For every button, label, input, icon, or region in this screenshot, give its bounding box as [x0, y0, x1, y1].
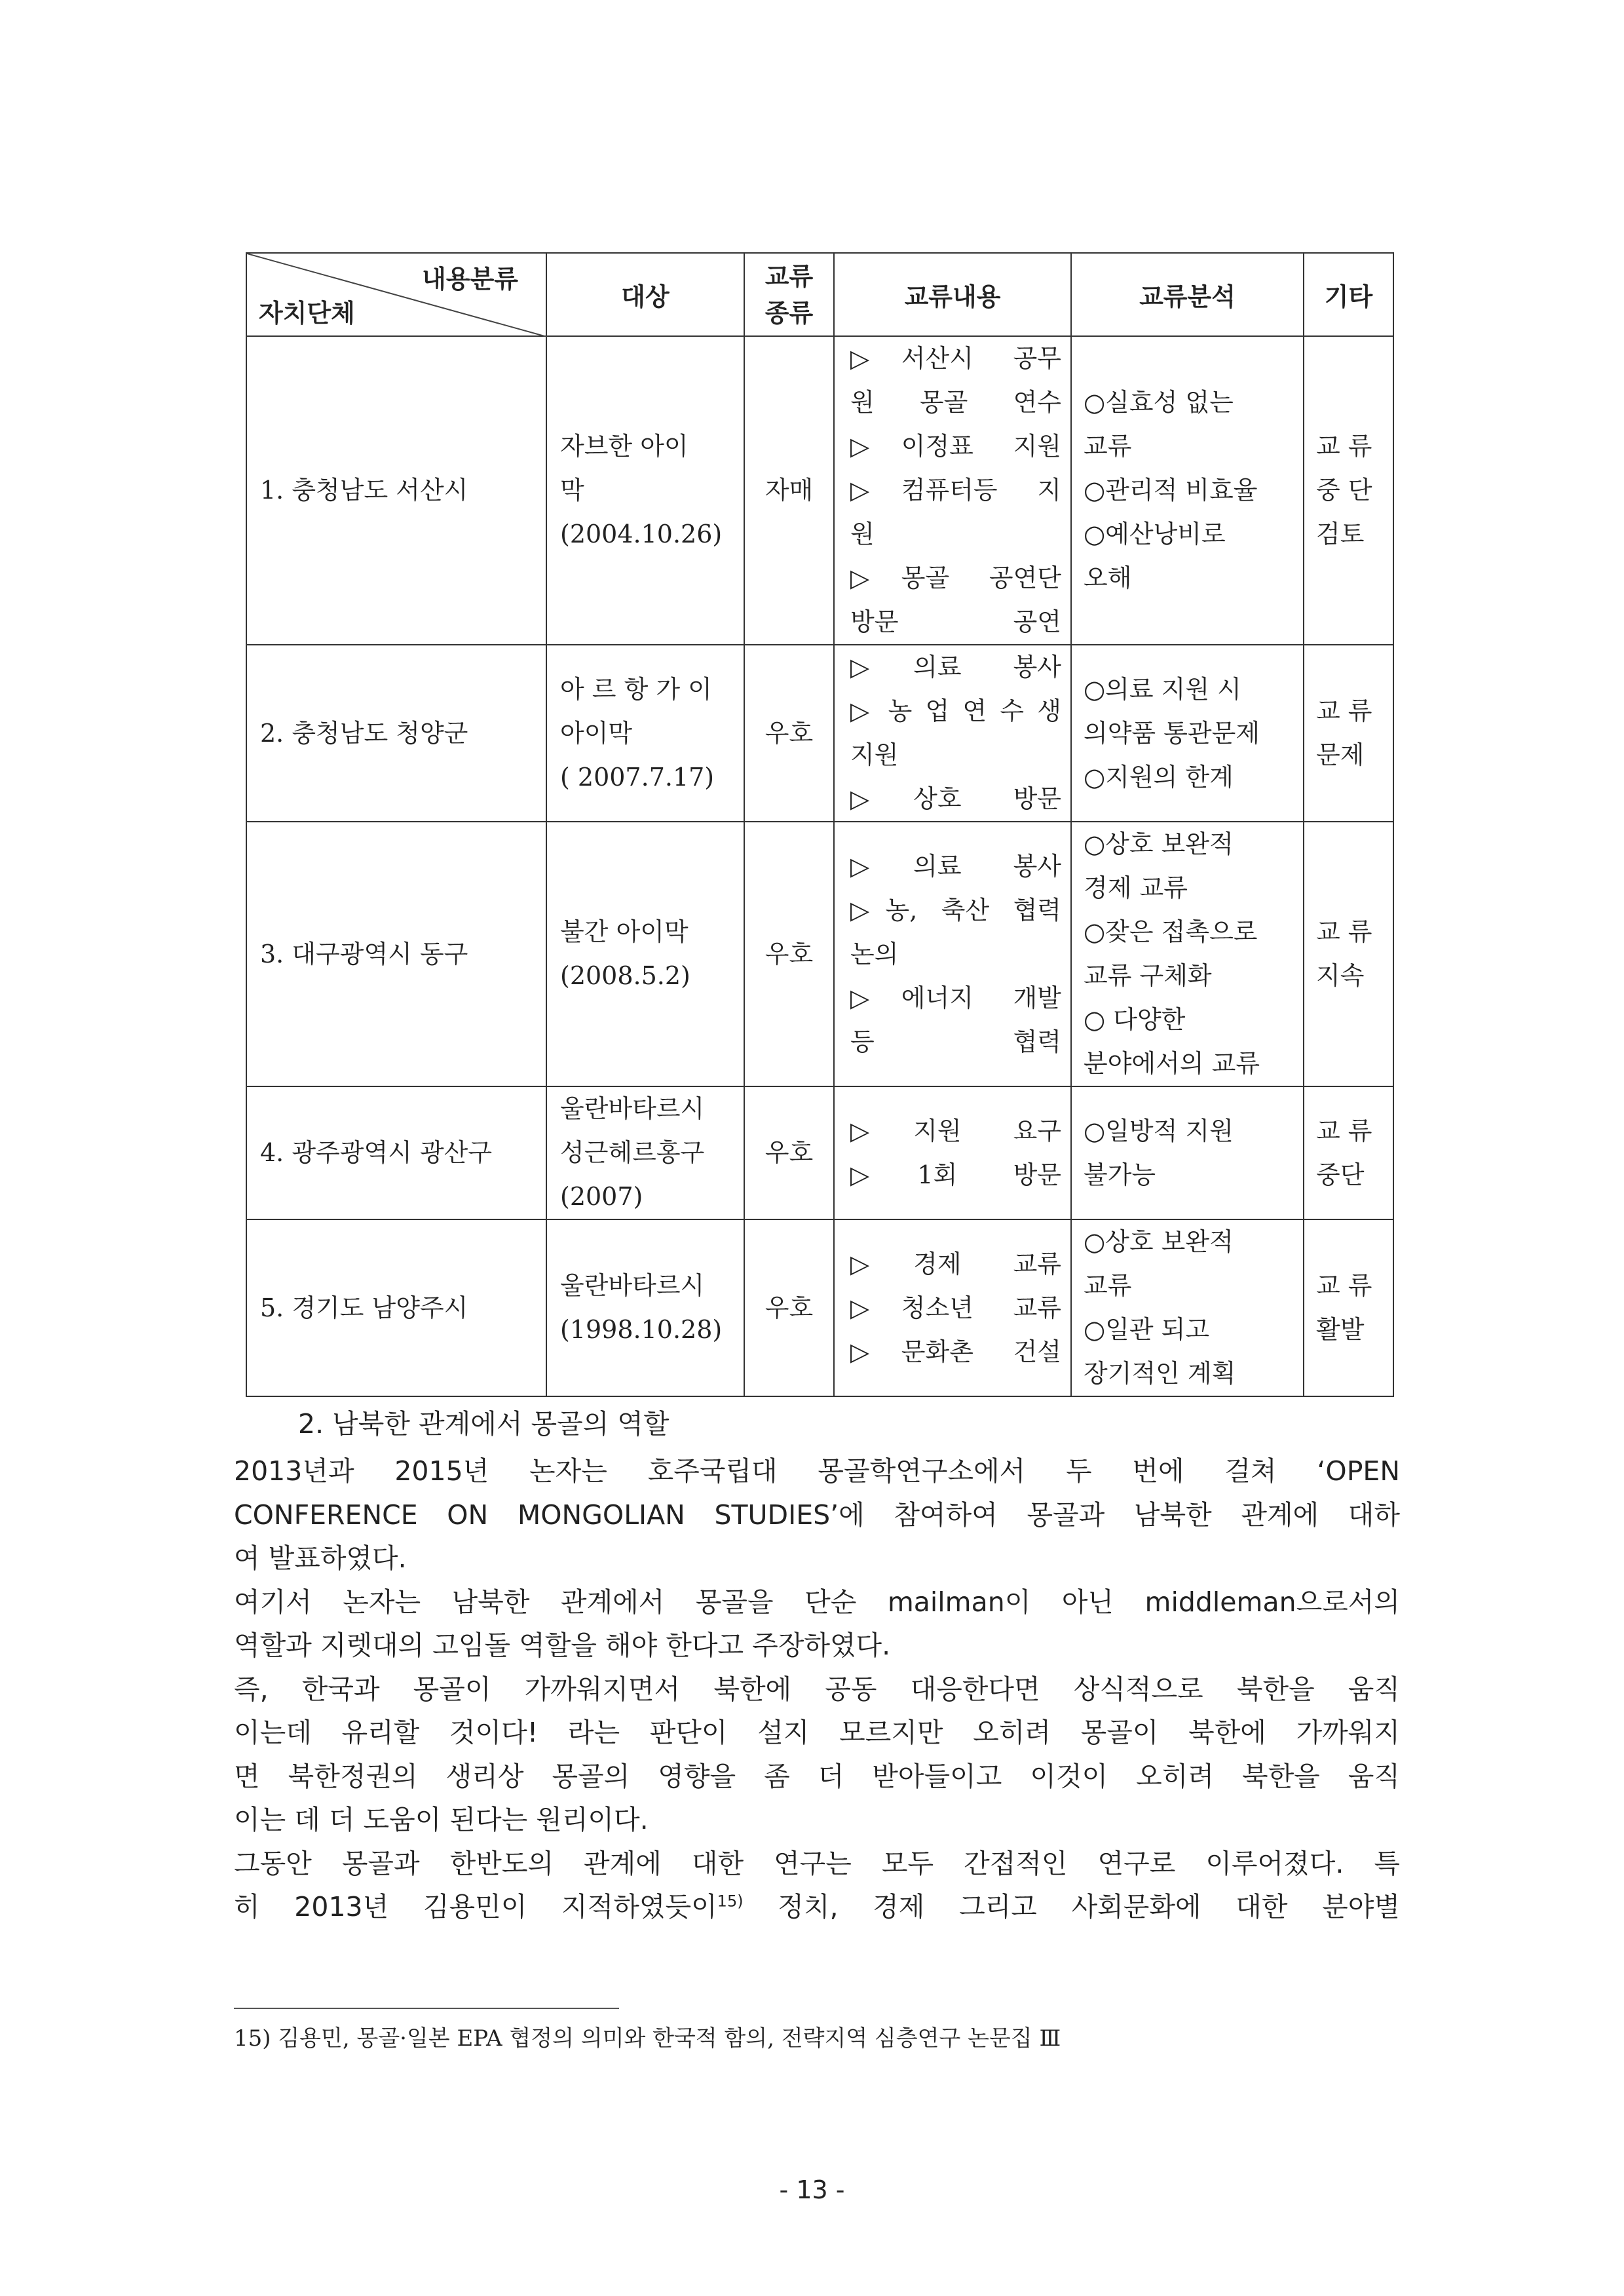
header-target: 대상	[621, 282, 670, 311]
cell-type	[744, 1086, 834, 1219]
target-line: 불간 아이막	[560, 917, 689, 946]
header-etc: 기타	[1324, 282, 1373, 311]
header-type-line: 교류	[765, 261, 814, 291]
content-line: ▷몽골 공연단	[850, 564, 1061, 592]
cell-analysis	[1071, 1219, 1304, 1396]
target-line: 울란바타르시	[560, 1094, 705, 1123]
cell-content	[834, 822, 1071, 1086]
body-line: 여기서 논자는 남북한 관계에서 몽골을 단순 mailman이 아닌 middleman으로서의	[234, 1586, 1400, 1618]
table-row	[246, 822, 1393, 1086]
table-row	[246, 645, 1393, 822]
body-line: 그동안 몽골과 한반도의 관계에 대한 연구는 모두 간접적인 연구로 이루어졌다. 특	[234, 1847, 1400, 1879]
table-row	[246, 336, 1393, 645]
body-line: 2013년과 2015년 논자는 호주국립대 몽골학연구소에서 두 번에 걸쳐 ‘OPEN	[234, 1455, 1400, 1487]
content-line: 등 협력	[850, 1027, 1061, 1056]
etc-line: 활발	[1316, 1315, 1365, 1344]
header-diagonal-cell	[246, 253, 546, 336]
analysis-line: 분야에서의 교류	[1084, 1049, 1260, 1078]
analysis-line: ○의료 지원 시	[1084, 674, 1241, 704]
analysis-line: 교류 구체화	[1084, 961, 1212, 990]
cell-region	[246, 1086, 546, 1219]
header-content-category: 내용분류	[422, 265, 518, 294]
cell-type	[744, 336, 834, 645]
footnote: 15) 김용민, 몽골·일본 EPA 협정의 의미와 한국적 함의, 전략지역 심층연구 논문집 Ⅲ	[234, 2025, 1061, 2052]
target-line: (2008.5.2)	[560, 961, 690, 990]
cell-etc	[1304, 336, 1393, 645]
cell-analysis	[1071, 1086, 1304, 1219]
content-line: ▷ 농 업 연 수 생	[850, 697, 1061, 725]
content-line: ▷문화촌 건설	[850, 1337, 1061, 1366]
analysis-line: 장기적인 계획	[1084, 1359, 1236, 1388]
analysis-line: 교류	[1084, 432, 1132, 461]
cell-target	[546, 1219, 744, 1396]
target-line: (2004.10.26)	[560, 520, 723, 548]
cell-content	[834, 1086, 1071, 1219]
region-line: 1. 충청남도 서산시	[260, 476, 468, 505]
header-local-government: 자치단체	[259, 299, 355, 328]
cell-content	[834, 645, 1071, 822]
cell-region	[246, 1219, 546, 1396]
cell-analysis	[1071, 336, 1304, 645]
target-line: ( 2007.7.17)	[560, 762, 715, 792]
content-line: ▷에너지 개발	[850, 983, 1061, 1012]
cell-content	[834, 336, 1071, 645]
content-line: ▷의료 봉사	[850, 653, 1061, 681]
body-line: 이는 데 더 도움이 된다는 원리이다.	[234, 1804, 649, 1835]
target-line: (1998.10.28)	[560, 1315, 723, 1344]
etc-line: 교 류	[1316, 917, 1372, 946]
analysis-line: ○일관 되고	[1084, 1315, 1210, 1344]
analysis-line: ○상호 보완적	[1084, 1227, 1234, 1256]
analysis-line: 경제 교류	[1084, 873, 1188, 902]
analysis-line: 의약품 통관문제	[1084, 718, 1260, 748]
analysis-line: ○지원의 한계	[1084, 762, 1234, 792]
cell-target	[546, 822, 744, 1086]
analysis-line: ○예산낭비로	[1084, 520, 1226, 548]
analysis-line: ○실효성 없는	[1084, 388, 1234, 417]
header-analysis: 교류분석	[1139, 282, 1236, 311]
analysis-line: ○관리적 비효율	[1084, 476, 1258, 505]
content-line: 방문 공연	[850, 607, 1061, 636]
exchange-table	[246, 252, 1394, 1397]
target-line: 막	[560, 476, 584, 505]
cell-content	[834, 1219, 1071, 1396]
type-line: 우호	[765, 718, 814, 748]
analysis-line: 오해	[1084, 564, 1132, 592]
region-line: 3. 대구광역시 동구	[260, 939, 468, 968]
content-line: 원 몽골 연수	[850, 388, 1061, 417]
target-line: 자브한 아이	[560, 432, 689, 461]
type-line: 우호	[765, 939, 814, 968]
etc-line: 교 류	[1316, 697, 1372, 725]
body-line-part: 정치, 경제 그리고 사회문화에 대한 분야별	[743, 1891, 1401, 1923]
content-line: ▷컴퓨터등 지	[850, 476, 1061, 505]
cell-type	[744, 822, 834, 1086]
etc-line: 교 류	[1316, 1116, 1372, 1145]
analysis-line: ○잦은 접촉으로	[1084, 917, 1258, 946]
body-line: 역할과 지렛대의 고임돌 역할을 해야 한다고 주장하였다.	[234, 1630, 891, 1661]
cell-target	[546, 336, 744, 645]
body-line: 이는데 유리할 것이다! 라는 판단이 설지 모르지만 오히려 몽골이 북한에 가까워지	[234, 1717, 1400, 1748]
cell-type	[744, 1219, 834, 1396]
content-line: ▷상호 방문	[850, 784, 1061, 813]
table-header-row	[246, 253, 1393, 336]
cell-etc	[1304, 1219, 1393, 1396]
etc-line: 지속	[1316, 961, 1365, 990]
content-line: 원	[850, 520, 875, 548]
etc-line: 문제	[1316, 740, 1365, 769]
etc-line: 교 류	[1316, 432, 1372, 461]
content-line: ▷지원 요구	[850, 1116, 1061, 1145]
body-line-part: 히 2013년 김용민이 지적하였듯이	[234, 1891, 717, 1923]
target-line: 울란바타르시	[560, 1271, 705, 1300]
region-line: 4. 광주광역시 광산구	[260, 1138, 493, 1167]
analysis-line: ○일방적 지원	[1084, 1116, 1234, 1145]
content-line: ▷서산시 공무	[850, 344, 1061, 373]
body-line: 여 발표하였다.	[234, 1542, 407, 1574]
body-line	[234, 1885, 1400, 1929]
content-line: ▷청소년 교류	[850, 1293, 1061, 1322]
content-line: ▷이정표 지원	[850, 432, 1061, 461]
region-line: 5. 경기도 남양주시	[260, 1293, 468, 1322]
content-line: ▷의료 봉사	[850, 851, 1061, 881]
cell-etc	[1304, 645, 1393, 822]
content-line: 지원	[850, 740, 899, 769]
target-line: 아이막	[560, 718, 633, 748]
content-line: ▷경제 교류	[850, 1249, 1061, 1278]
header-type-line: 종류	[765, 298, 814, 328]
cell-analysis	[1071, 645, 1304, 822]
analysis-line: 교류	[1084, 1271, 1132, 1300]
analysis-line: ○ 다양한	[1084, 1005, 1186, 1034]
cell-region	[246, 645, 546, 822]
footnote-rule	[234, 2008, 619, 2009]
type-line: 우호	[765, 1138, 814, 1167]
table-row	[246, 1086, 1393, 1219]
page-number: - 13 -	[779, 2175, 845, 2204]
etc-line: 검토	[1316, 520, 1365, 548]
cell-analysis	[1071, 822, 1304, 1086]
cell-etc	[1304, 1086, 1393, 1219]
table-row	[246, 1219, 1393, 1396]
body-line: 즉, 한국과 몽골이 가까워지면서 북한에 공동 대응한다면 상식적으로 북한을 움직	[234, 1673, 1400, 1705]
cell-etc	[1304, 822, 1393, 1086]
body-text	[234, 1449, 1400, 1929]
cell-region	[246, 822, 546, 1086]
etc-line: 중단	[1316, 1160, 1365, 1189]
target-line: 성근헤르홍구	[560, 1138, 705, 1167]
target-line: 아 르 항 가 이	[560, 674, 712, 704]
region-line: 2. 충청남도 청양군	[260, 718, 468, 748]
cell-target	[546, 645, 744, 822]
type-line: 자매	[765, 476, 814, 505]
body-line: 면 북한정권의 생리상 몽골의 영향을 좀 더 받아들이고 이것이 오히려 북한을 움직	[234, 1760, 1400, 1792]
etc-line: 교 류	[1316, 1271, 1372, 1300]
content-line: 논의	[850, 939, 899, 968]
footnote-ref: 15)	[717, 1892, 744, 1911]
cell-target	[546, 1086, 744, 1219]
analysis-line: 불가능	[1084, 1160, 1156, 1189]
content-line: ▷1회 방문	[850, 1160, 1061, 1189]
etc-line: 중 단	[1316, 476, 1372, 505]
type-line: 우호	[765, 1293, 814, 1322]
section-title: 2. 남북한 관계에서 몽골의 역할	[298, 1408, 670, 1440]
cell-type	[744, 645, 834, 822]
cell-region	[246, 336, 546, 645]
body-line: CONFERENCE ON MONGOLIAN STUDIES’에 참여하여 몽골과 남북한 관계에 대하	[234, 1499, 1400, 1531]
content-line: ▷농, 축산 협력	[850, 895, 1061, 925]
header-content: 교류내용	[904, 282, 1001, 311]
target-line: (2007)	[560, 1182, 643, 1211]
analysis-line: ○상호 보완적	[1084, 830, 1234, 858]
